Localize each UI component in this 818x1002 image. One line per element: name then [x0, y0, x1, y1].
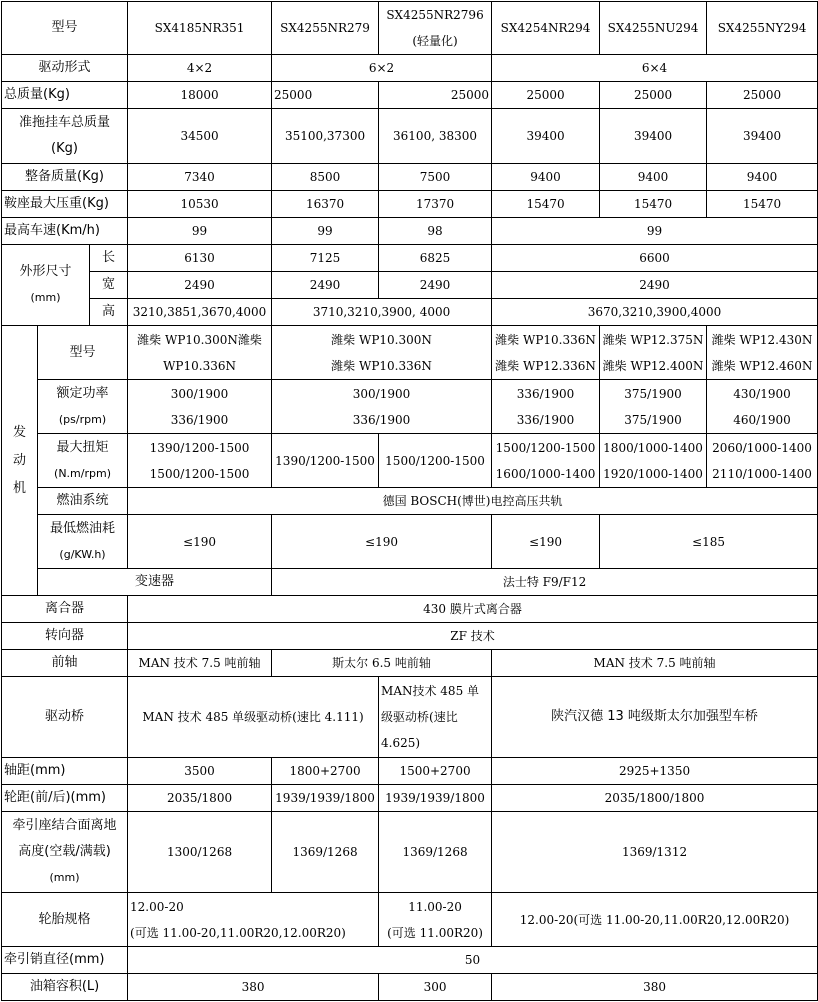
- drive-axle-label: 驱动桥: [2, 677, 128, 758]
- tire-v2-l1: 11.00-20: [408, 899, 462, 914]
- speed-v3: 98: [379, 218, 492, 245]
- row-speed: [2, 218, 818, 245]
- tank-v2: 300: [379, 974, 492, 1001]
- fifth-wheel-label-2: 高度(空载/满载): [18, 844, 111, 859]
- model-3: [379, 2, 492, 55]
- row-steering: [2, 623, 818, 650]
- engine-type-c5-l2: 潍柴 WP12.460N: [711, 358, 813, 373]
- kingpin-label: 牵引销直径(mm): [2, 947, 128, 974]
- front-axle-v2: 斯太尔 6.5 吨前轴: [272, 650, 492, 677]
- engine-type-c2-l2: 潍柴 WP10.336N: [331, 358, 432, 373]
- drive-axle-v2: [379, 677, 492, 758]
- curb-v4: 9400: [492, 164, 600, 191]
- row-tank: [2, 974, 818, 1001]
- engine-torque-c4-l2: 1920/1000-1400: [603, 466, 703, 481]
- drive-axle-v2-l2: 级驱动桥(速比: [381, 710, 458, 724]
- speed-label: 最高车速(Km/h): [2, 218, 128, 245]
- width-v2: 2490: [272, 272, 379, 299]
- dims-label: [2, 245, 90, 326]
- tow-v3: 36100, 38300: [379, 109, 492, 164]
- fifth-wheel-v4: 1369/1312: [492, 812, 818, 893]
- tank-v3: 380: [492, 974, 818, 1001]
- engine-power-c3-l1: 336/1900: [516, 386, 575, 401]
- saddle-v5: 15470: [600, 191, 707, 218]
- engine-power-c4-l1: 375/1900: [624, 386, 682, 401]
- curb-v2: 8500: [272, 164, 379, 191]
- width-label: 宽: [90, 272, 128, 299]
- engine-label: [2, 326, 38, 596]
- drive-axle-v1: MAN 技术 485 单级驱动桥(速比 4.111): [128, 677, 379, 758]
- track-v3: 1939/1939/1800: [379, 785, 492, 812]
- engine-type-label: 型号: [38, 326, 128, 380]
- gross-v5: 25000: [600, 82, 707, 109]
- tank-label: 油箱容积(L): [2, 974, 128, 1001]
- speed-v2: 99: [272, 218, 379, 245]
- row-engine-consumption: [2, 515, 818, 569]
- row-wheelbase: [2, 758, 818, 785]
- gearbox-value: 法士特 F9/F12: [272, 569, 818, 596]
- engine-power-c1: [128, 380, 272, 434]
- engine-power-c3-l2: 336/1900: [516, 412, 575, 427]
- row-width: [2, 272, 818, 299]
- row-engine-fuel: [2, 488, 818, 515]
- width-v4: 2490: [492, 272, 818, 299]
- row-height: [2, 299, 818, 326]
- gross-label: 总质量(Kg): [2, 82, 128, 109]
- engine-torque-c2a: 1390/1200-1500: [272, 434, 379, 488]
- row-track: [2, 785, 818, 812]
- wheelbase-label: 轴距(mm): [2, 758, 128, 785]
- row-tow: [2, 109, 818, 164]
- saddle-v4: 15470: [492, 191, 600, 218]
- engine-type-c2: [272, 326, 492, 380]
- gearbox-label: 变速器: [38, 569, 272, 596]
- engine-consumption-v2: ≤190: [272, 515, 492, 569]
- engine-power-label: [38, 380, 128, 434]
- model-2: SX4255NR279: [272, 2, 379, 55]
- tow-v5: 39400: [600, 109, 707, 164]
- row-engine-torque: [2, 434, 818, 488]
- row-engine-power: [2, 380, 818, 434]
- height-v2: 3710,3210,3900, 4000: [272, 299, 492, 326]
- clutch-value: 430 膜片式离合器: [128, 596, 818, 623]
- row-kingpin: [2, 947, 818, 974]
- drive-label: 驱动形式: [2, 55, 128, 82]
- tire-v3: 12.00-20(可选 11.00-20,11.00R20,12.00R20): [492, 893, 818, 947]
- saddle-v1: 10530: [128, 191, 272, 218]
- drive-v1: 4×2: [128, 55, 272, 82]
- saddle-v3: 17370: [379, 191, 492, 218]
- track-label: 轮距(前/后)(mm): [2, 785, 128, 812]
- width-v3: 2490: [379, 272, 492, 299]
- tire-v1-l1: 12.00-20: [130, 899, 184, 914]
- row-saddle: [2, 191, 818, 218]
- engine-char-2: 动: [12, 452, 26, 468]
- kingpin-value: 50: [128, 947, 818, 974]
- row-fifth-wheel: [2, 812, 818, 893]
- engine-fuel-label: 燃油系统: [38, 488, 128, 515]
- row-tire: [2, 893, 818, 947]
- engine-consumption-v4: ≤185: [600, 515, 818, 569]
- fifth-wheel-label-3: (mm): [49, 871, 80, 884]
- model-label: 型号: [2, 2, 128, 55]
- engine-consumption-label-2: (g/KW.h): [59, 547, 106, 561]
- tank-v1: 380: [128, 974, 379, 1001]
- speed-v4: 99: [492, 218, 818, 245]
- engine-power-c1-l1: 300/1900: [170, 386, 229, 401]
- gross-v1: 18000: [128, 82, 272, 109]
- length-v2: 7125: [272, 245, 379, 272]
- engine-type-c2-l1: 潍柴 WP10.300N: [331, 332, 432, 347]
- fifth-wheel-label: [2, 812, 128, 893]
- height-v1: 3210,3851,3670,4000: [128, 299, 272, 326]
- length-v4: 6600: [492, 245, 818, 272]
- row-length: [2, 245, 818, 272]
- engine-power-c2-l2: 336/1900: [352, 412, 411, 427]
- tow-v6: 39400: [707, 109, 818, 164]
- engine-type-c1: [128, 326, 272, 380]
- drive-axle-v2-l1: MAN技术 485 单: [381, 684, 480, 698]
- engine-power-c2: [272, 380, 492, 434]
- engine-power-c2-l1: 300/1900: [352, 386, 411, 401]
- engine-char-3: 机: [12, 480, 26, 496]
- engine-power-c3: [492, 380, 600, 434]
- engine-torque-c3-l1: 1500/1200-1500: [495, 440, 596, 455]
- row-curb: [2, 164, 818, 191]
- height-label: 高: [90, 299, 128, 326]
- gross-v6: 25000: [707, 82, 818, 109]
- engine-torque-c3: [492, 434, 600, 488]
- steering-label: 转向器: [2, 623, 128, 650]
- tire-v2-l2: (可选 11.00R20): [387, 925, 483, 940]
- engine-type-c4-l1: 潍柴 WP12.375N: [602, 332, 704, 347]
- fifth-wheel-label-1: 牵引座结合面离地: [12, 818, 117, 833]
- front-axle-v1: MAN 技术 7.5 吨前轴: [128, 650, 272, 677]
- engine-torque-c1-l2: 1500/1200-1500: [149, 466, 250, 481]
- length-v1: 6130: [128, 245, 272, 272]
- engine-torque-label: [38, 434, 128, 488]
- wheelbase-v3: 1500+2700: [379, 758, 492, 785]
- engine-char-1: 发: [12, 424, 26, 440]
- tow-v1: 34500: [128, 109, 272, 164]
- engine-type-c1-l2: WP10.336N: [163, 358, 236, 373]
- tow-label-1: 准拖挂车总质量: [19, 115, 111, 130]
- length-label: 长: [90, 245, 128, 272]
- dims-label-2: (mm): [30, 291, 61, 304]
- engine-type-c5: [707, 326, 818, 380]
- wheelbase-v1: 3500: [128, 758, 272, 785]
- engine-consumption-v3: ≤190: [492, 515, 600, 569]
- engine-type-c3: [492, 326, 600, 380]
- engine-torque-c5: [707, 434, 818, 488]
- row-gross: [2, 82, 818, 109]
- row-front-axle: [2, 650, 818, 677]
- engine-power-c5: [707, 380, 818, 434]
- row-model: [2, 2, 818, 55]
- engine-type-c5-l1: 潍柴 WP12.430N: [711, 332, 813, 347]
- engine-type-c3-l2: 潍柴 WP12.336N: [495, 358, 596, 373]
- engine-type-c3-l1: 潍柴 WP10.336N: [495, 332, 596, 347]
- engine-torque-label-2: (N.m/rpm): [54, 466, 111, 480]
- engine-power-c5-l1: 430/1900: [733, 386, 791, 401]
- tow-v2: 35100,37300: [272, 109, 379, 164]
- drive-axle-v3: 陕汽汉德 13 吨级斯太尔加强型车桥: [492, 677, 818, 758]
- row-gearbox: [2, 569, 818, 596]
- front-axle-label: 前轴: [2, 650, 128, 677]
- width-v1: 2490: [128, 272, 272, 299]
- saddle-v6: 15470: [707, 191, 818, 218]
- length-v3: 6825: [379, 245, 492, 272]
- wheelbase-v2: 1800+2700: [272, 758, 379, 785]
- engine-torque-c3-l2: 1600/1000-1400: [495, 466, 596, 481]
- engine-torque-c4-l1: 1800/1000-1400: [603, 440, 703, 455]
- tire-v1-l2: (可选 11.00-20,11.00R20,12.00R20): [130, 925, 346, 940]
- gross-v4: 25000: [492, 82, 600, 109]
- curb-v6: 9400: [707, 164, 818, 191]
- drive-v3: 6×4: [492, 55, 818, 82]
- engine-torque-c1: [128, 434, 272, 488]
- engine-torque-c1-l1: 1390/1200-1500: [149, 440, 250, 455]
- drive-v2: 6×2: [272, 55, 492, 82]
- tow-label-2: (Kg): [51, 141, 78, 156]
- row-drive-axle: [2, 677, 818, 758]
- curb-v1: 7340: [128, 164, 272, 191]
- tire-label: 轮胎规格: [2, 893, 128, 947]
- front-axle-v3: MAN 技术 7.5 吨前轴: [492, 650, 818, 677]
- gross-v2: 25000: [272, 82, 379, 109]
- engine-power-c4-l2: 375/1900: [624, 412, 682, 427]
- tire-v1: [128, 893, 379, 947]
- engine-torque-c2b: 1500/1200-1500: [379, 434, 492, 488]
- gross-v3: 25000: [379, 82, 492, 109]
- saddle-v2: 16370: [272, 191, 379, 218]
- height-v3: 3670,3210,3900,4000: [492, 299, 818, 326]
- engine-consumption-label: [38, 515, 128, 569]
- dims-label-1: 外形尺寸: [19, 264, 72, 279]
- engine-power-label-2: (ps/rpm): [58, 412, 107, 426]
- engine-consumption-v1: ≤190: [128, 515, 272, 569]
- engine-fuel-value: 德国 BOSCH(博世)电控高压共轨: [128, 488, 818, 515]
- saddle-label: 鞍座最大压重(Kg): [2, 191, 128, 218]
- model-1: SX4185NR351: [128, 2, 272, 55]
- drive-axle-v2-l3: 4.625): [381, 736, 421, 750]
- engine-consumption-label-1: 最低燃油耗: [50, 520, 116, 536]
- model-6: SX4255NY294: [707, 2, 818, 55]
- engine-power-c5-l2: 460/1900: [733, 412, 791, 427]
- track-v1: 2035/1800: [128, 785, 272, 812]
- engine-type-c4: [600, 326, 707, 380]
- engine-type-c4-l2: 潍柴 WP12.400N: [602, 358, 704, 373]
- spec-table: [1, 1, 818, 1001]
- model-3-note: (轻量化): [412, 34, 458, 48]
- engine-power-label-1: 额定功率: [56, 385, 109, 401]
- row-drive: [2, 55, 818, 82]
- model-3-name: SX4255NR2796: [386, 8, 484, 22]
- curb-v5: 9400: [600, 164, 707, 191]
- track-v2: 1939/1939/1800: [272, 785, 379, 812]
- speed-v1: 99: [128, 218, 272, 245]
- fifth-wheel-v3: 1369/1268: [379, 812, 492, 893]
- engine-torque-c4: [600, 434, 707, 488]
- curb-label: 整备质量(Kg): [2, 164, 128, 191]
- clutch-label: 离合器: [2, 596, 128, 623]
- wheelbase-v4: 2925+1350: [492, 758, 818, 785]
- engine-torque-c5-l2: 2110/1000-1400: [712, 466, 812, 481]
- steering-value: ZF 技术: [128, 623, 818, 650]
- engine-type-c1-l1: 潍柴 WP10.300N潍柴: [137, 332, 262, 347]
- engine-torque-label-1: 最大扭矩: [56, 439, 109, 455]
- row-engine-type: [2, 326, 818, 380]
- row-clutch: [2, 596, 818, 623]
- tow-v4: 39400: [492, 109, 600, 164]
- model-4: SX4254NR294: [492, 2, 600, 55]
- track-v4: 2035/1800/1800: [492, 785, 818, 812]
- tow-label: [2, 109, 128, 164]
- engine-power-c1-l2: 336/1900: [170, 412, 229, 427]
- engine-power-c4: [600, 380, 707, 434]
- tire-v2: [379, 893, 492, 947]
- model-5: SX4255NU294: [600, 2, 707, 55]
- fifth-wheel-v1: 1300/1268: [128, 812, 272, 893]
- engine-torque-c5-l1: 2060/1000-1400: [712, 440, 812, 455]
- curb-v3: 7500: [379, 164, 492, 191]
- fifth-wheel-v2: 1369/1268: [272, 812, 379, 893]
